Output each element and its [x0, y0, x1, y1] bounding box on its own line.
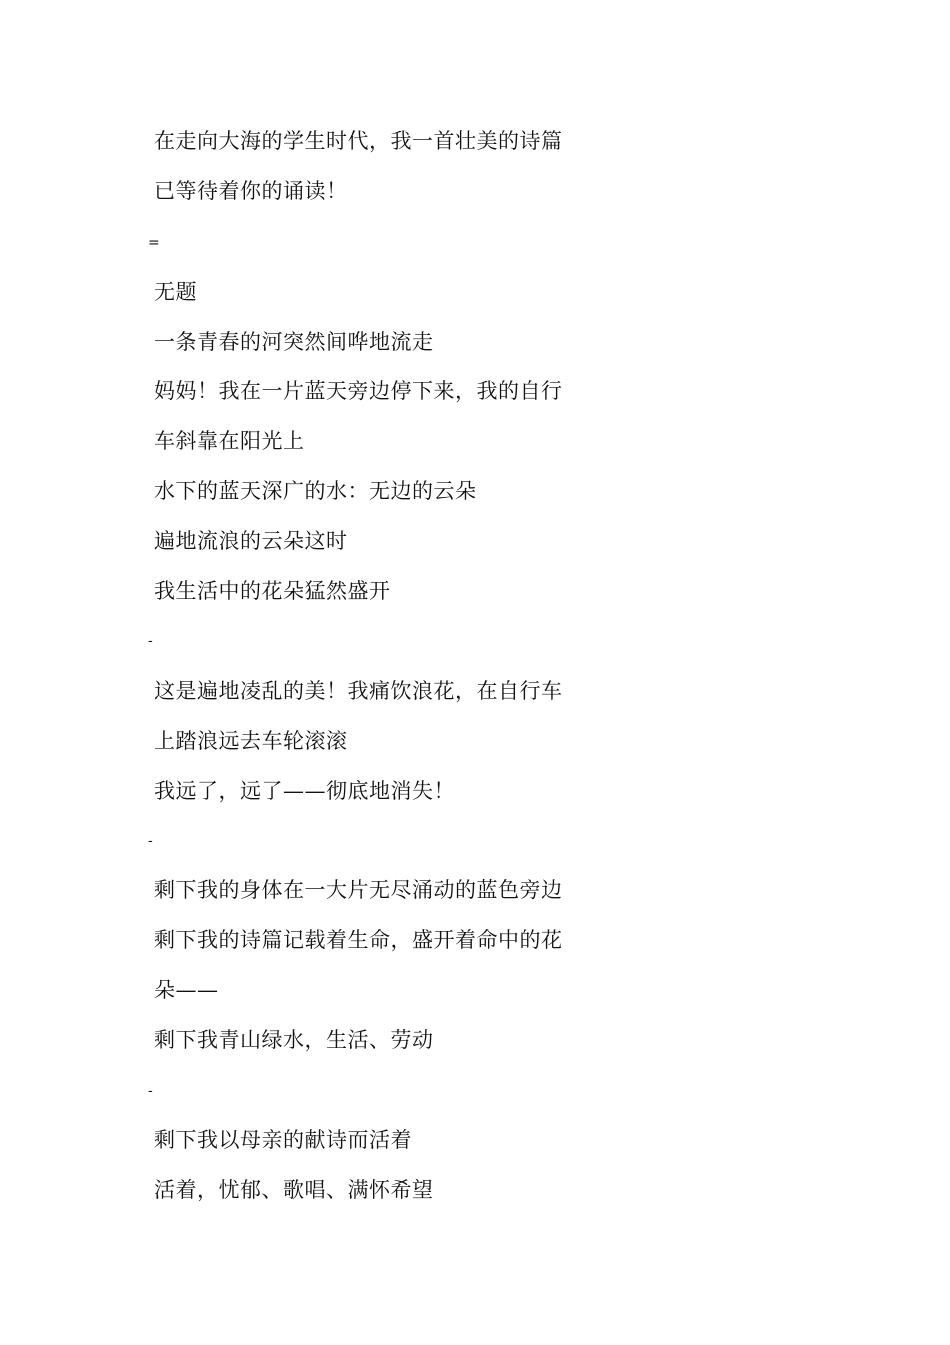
separator-mark: -: [148, 633, 153, 649]
text-line: 在走向大海的学生时代，我一首壮美的诗篇: [154, 129, 563, 153]
text-line: 上踏浪远去车轮滚滚: [154, 729, 348, 753]
text-line: 剩下我的身体在一大片无尽涌动的蓝色旁边: [154, 878, 563, 902]
text-line: 这是遍地凌乱的美！我痛饮浪花，在自行车: [154, 679, 563, 703]
text-line: 车斜靠在阳光上: [154, 429, 305, 453]
text-line: 水下的蓝天深广的水：无边的云朵: [154, 479, 477, 503]
text-line: 妈妈！我在一片蓝天旁边停下来，我的自行: [154, 379, 563, 403]
separator-mark: -: [148, 833, 153, 849]
text-line: 遍地流浪的云朵这时: [154, 529, 348, 553]
text-line: 我远了，远了——彻底地消失！: [154, 779, 455, 803]
text-line: 朵——: [154, 978, 219, 1002]
text-line: 我生活中的花朵猛然盛开: [154, 579, 391, 603]
text-line: 剩下我以母亲的献诗而活着: [154, 1128, 412, 1152]
text-line: 一条青春的河突然间哗地流走: [154, 330, 434, 354]
text-line: 活着，忧郁、歌唱、满怀希望: [154, 1178, 434, 1202]
separator-mark: =: [148, 235, 160, 251]
text-line: 已等待着你的诵读！: [154, 179, 348, 203]
separator-mark: -: [148, 1083, 153, 1099]
text-line: 剩下我的诗篇记载着生命，盛开着命中的花: [154, 928, 563, 952]
text-line: 剩下我青山绿水，生活、劳动: [154, 1028, 434, 1052]
poem-title: 无题: [154, 280, 197, 304]
